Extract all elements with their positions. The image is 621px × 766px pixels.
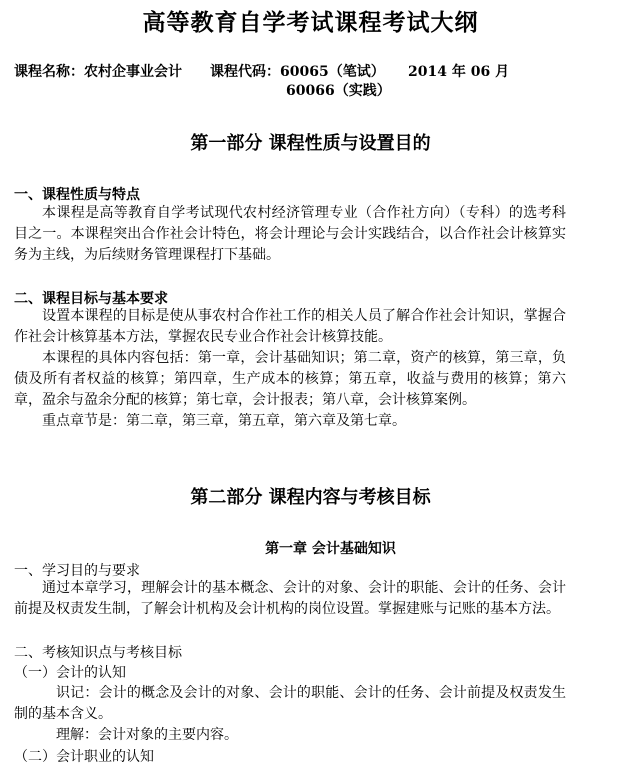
part1-section2-paragraph2: 本课程的具体内容包括：第一章，会计基础知识；第二章，资产的核算，第三章，负债及所有者权益的核算；第四章，生产成本的核算；第五章，收益与费用的核算；第六章，盈余与盈余分配的核算；第七章，会计报表；第八章，会计核算案例。 bbox=[14, 350, 566, 408]
part1-section2-paragraph1: 设置本课程的目标是使从事农村合作社工作的相关人员了解合作社会计知识，掌握合作社会计核算基本方法，掌握农民专业合作社会计核算技能。 bbox=[14, 308, 566, 345]
course-code: 课程代码：60065（笔试） bbox=[210, 64, 385, 80]
part1-section2-paragraph3: 重点章节是：第二章，第三章，第五章，第六章及第七章。 bbox=[42, 413, 406, 429]
part2-section1-paragraph: 通过本章学习，理解会计的基本概念、会计的对象、会计的职能、会计的任务、会计前提及权责发生制，了解会计机构及会计机构的岗位设置。掌握建账与记账的基本方法。 bbox=[14, 580, 566, 617]
course-code-practice: 60066（实践） bbox=[286, 83, 391, 99]
part2-section2-title: 二、考核知识点与考核目标 bbox=[14, 645, 182, 661]
subsection1-title: （一）会计的认知 bbox=[14, 665, 126, 681]
course-name: 课程名称：农村企事业会计 bbox=[14, 64, 182, 80]
part1-section2-title: 二、课程目标与基本要求 bbox=[14, 291, 168, 307]
subsection2-title: （二）会计职业的认知 bbox=[14, 749, 154, 765]
part1-section1-title: 一、课程性质与特点 bbox=[14, 187, 140, 203]
part1-title: 第一部分 课程性质与设置目的 bbox=[190, 133, 431, 154]
part2-section1-title: 一、学习目的与要求 bbox=[14, 563, 140, 579]
part1-section1-paragraph: 本课程是高等教育自学考试现代农村经济管理专业（合作社方向）（专科）的选考科目之一。本课程突出合作社会计特色，将会计理论与会计实践结合，以合作社会计核算实务为主线，为后续财务管理课程打下基础。 bbox=[14, 205, 566, 263]
subsection1-paragraph2: 理解：会计对象的主要内容。 bbox=[56, 727, 238, 743]
subsection1-paragraph1: 识记：会计的概念及会计的对象、会计的职能、会计的任务、会计前提及权责发生制的基本含义。 bbox=[14, 685, 566, 722]
chapter1-title: 第一章 会计基础知识 bbox=[265, 541, 396, 557]
part2-title: 第二部分 课程内容与考核目标 bbox=[190, 487, 431, 508]
document-title: 高等教育自学考试课程考试大纲 bbox=[142, 9, 479, 36]
syllabus-date: 2014 年 06 月 bbox=[408, 64, 510, 80]
